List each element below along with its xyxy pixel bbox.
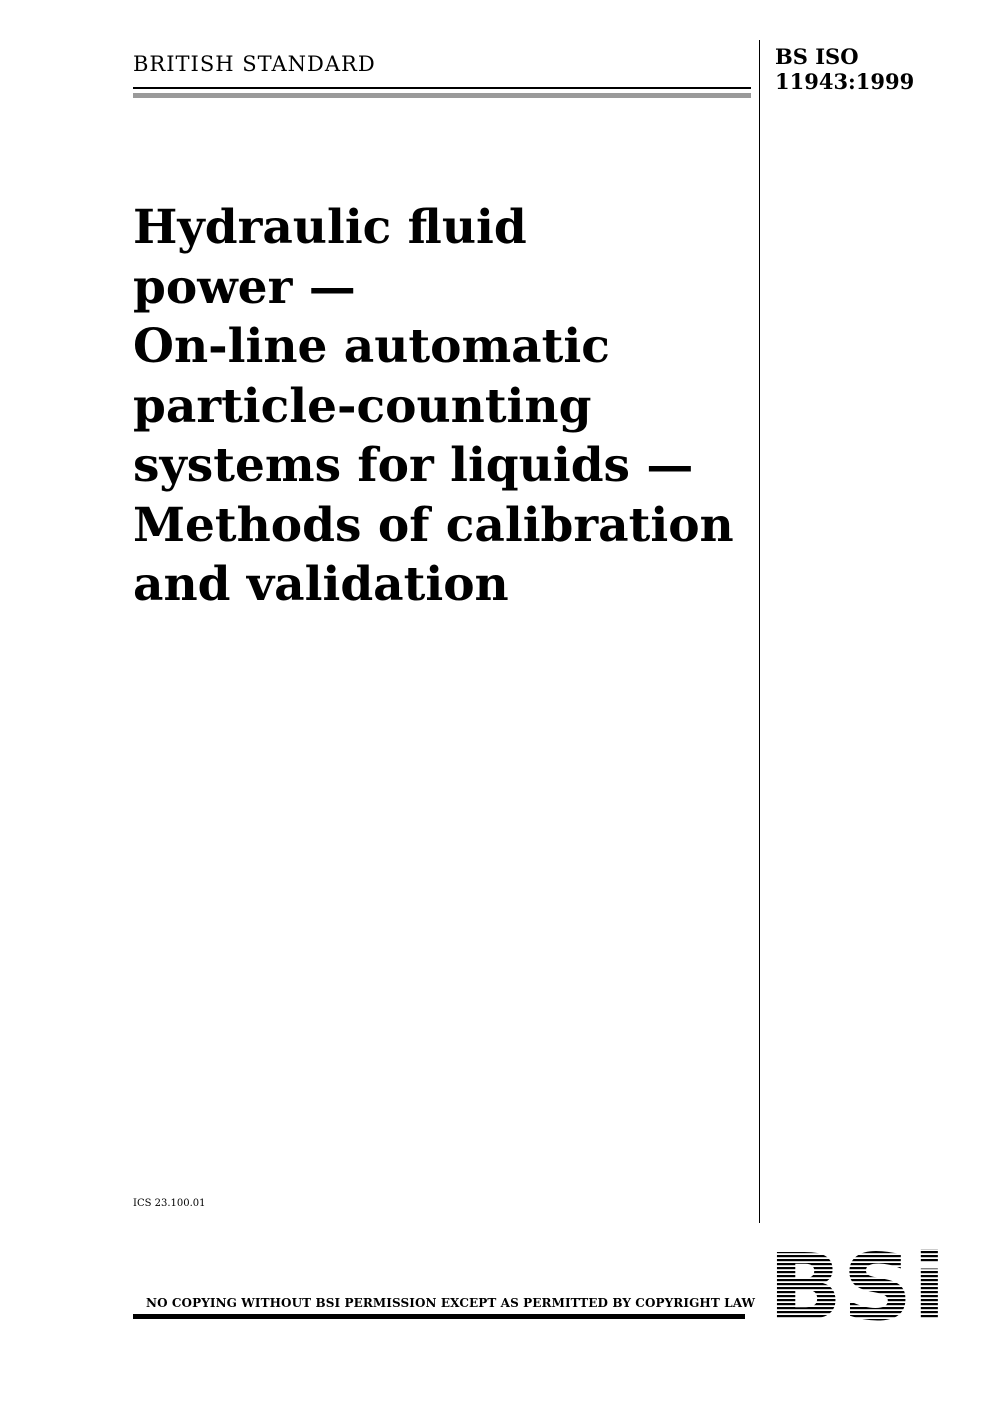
- vertical-divider: [759, 40, 760, 1223]
- header-rule-thin: [133, 87, 751, 89]
- standard-number: [775, 44, 914, 94]
- title-line: On-line automatic: [133, 319, 610, 374]
- title-line: Hydraulic fluid: [133, 200, 527, 255]
- ics-code: ICS 23.100.01: [133, 1198, 206, 1209]
- title-line: power —: [133, 259, 356, 315]
- footer-rule: [133, 1314, 745, 1319]
- title-line: Methods of calibration: [133, 497, 734, 553]
- copyright-notice: NO COPYING WITHOUT BSI PERMISSION EXCEPT AS PERMITTED BY COPYRIGHT LAW: [146, 1296, 756, 1310]
- bsi-logo-icon: [770, 1243, 945, 1323]
- header-rule-gray: [133, 93, 751, 98]
- standard-number-line2: 11943:1999: [775, 69, 915, 94]
- series-label: BRITISH STANDARD: [133, 52, 376, 76]
- title-line: systems for liquids —: [133, 438, 694, 493]
- standard-number-line1: BS ISO: [775, 44, 859, 69]
- title-line: and validation: [133, 557, 509, 612]
- document-title: [133, 198, 743, 615]
- title-line: particle-counting: [133, 378, 592, 434]
